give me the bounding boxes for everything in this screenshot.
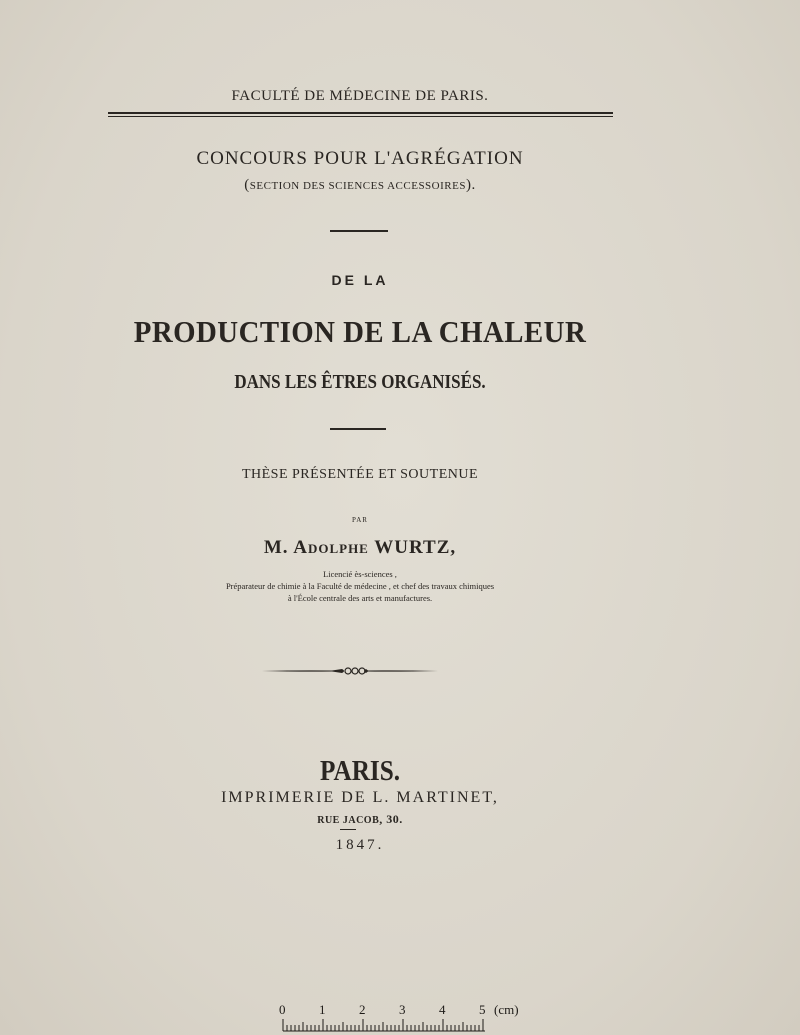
scale-label-0: 0 — [279, 1002, 286, 1017]
imprint-city: PARIS. — [319, 756, 401, 787]
competition-section — [0, 177, 720, 194]
author-suffix: , — [450, 537, 457, 558]
scale-label-5: 5 — [479, 1002, 486, 1017]
header-double-rule — [108, 112, 613, 117]
imprint-year: 1847. — [335, 837, 385, 853]
scale-ruler — [279, 1017, 489, 1033]
scale-label-4: 4 — [439, 1002, 446, 1017]
credential-line-3: à l'École centrale des arts et manufactures. — [287, 593, 433, 603]
section-paren-open: ( — [244, 177, 250, 193]
short-rule-3 — [340, 829, 356, 830]
author-prefix: M. A — [263, 537, 308, 558]
scale-label-1: 1 — [319, 1002, 326, 1017]
thesis-presented: THÈSE PRÉSENTÉE ET SOUTENUE — [241, 467, 479, 482]
section-paren-close: ). — [465, 177, 476, 193]
section-text: SECTION DES SCIENCES ACCESSOIRES — [249, 180, 466, 192]
faculty-header: FACULTÉ DE MÉDECINE DE PARIS. — [231, 88, 489, 104]
thesis-title-line1: PRODUCTION DE LA CHALEUR — [133, 314, 587, 349]
short-rule-1 — [330, 230, 388, 232]
author-name — [0, 537, 720, 559]
author-first-rest: DOLPHE — [307, 541, 369, 556]
competition-title: CONCOURS POUR L'AGRÉGATION — [196, 148, 524, 169]
street-name: RUE JACOB — [317, 815, 380, 826]
short-rule-2 — [330, 428, 386, 430]
by-label: PAR — [352, 516, 368, 524]
street-number: , 30. — [379, 812, 403, 826]
scale-label-3: 3 — [399, 1002, 406, 1017]
ornament-divider — [262, 664, 438, 678]
author-surname: WURTZ — [374, 537, 451, 558]
imprint-street — [0, 812, 720, 827]
thesis-title-line2: DANS LES ÊTRES ORGANISÉS. — [234, 371, 486, 393]
title-article: DE LA — [331, 272, 389, 288]
scale-bar — [279, 1002, 539, 1035]
scale-label-2: 2 — [359, 1002, 366, 1017]
imprint-printer: IMPRIMERIE DE L. MARTINET, — [221, 789, 499, 806]
scale-unit: (cm) — [494, 1002, 519, 1017]
credential-line-2: Préparateur de chimie à la Faculté de médecine , et chef des travaux chimiques — [225, 581, 495, 591]
credential-line-1: Licencié ès-sciences , — [323, 569, 397, 579]
